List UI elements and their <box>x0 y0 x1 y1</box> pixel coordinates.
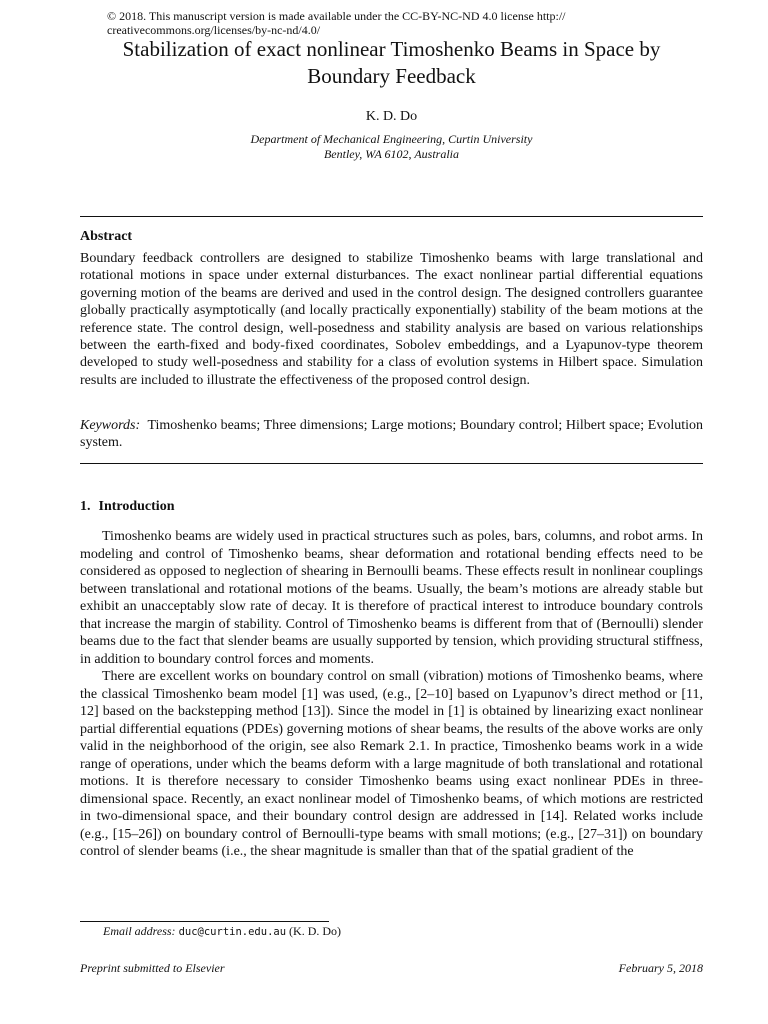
abstract-heading: Abstract <box>80 229 133 244</box>
affiliation <box>80 132 703 162</box>
footnote <box>103 924 341 939</box>
footnote-rule <box>80 921 329 922</box>
affiliation-line-2: Bentley, WA 6102, Australia <box>323 147 460 161</box>
paper-title: Stabilization of exact nonlinear Timoshenko Beams in Space by Boundary Feedback <box>122 37 661 88</box>
intro-paragraph-2: There are excellent works on boundary control on small (vibration) motions of Timoshenko beams, where the classical Timoshenko beam model [1] was used, (e.g., [2–10] based on Lyapunov’s direct method or [11, 12] based on the backstepping method [13]). Since the model in [1] is obtained by linearizing exact nonlinear partial differential equations (PDEs) governing motions of shear beams, the results of the above works are only valid in the neighborhood of the origin, see also Remark 2.1. In practice, Timoshenko beams work in a wide range of operations, under which the beams deform with a large magnitude of both translational and rotational motions. It is therefore necessary to consider Timoshenko beams using exact nonlinear PDEs in three-dimensional space. Recently, an exact nonlinear model of Timoshenko beams, of which motions are restricted in two-dimensional space, and their boundary control design are addressed in [14]. Related works include (e.g., [15–26]) on boundary control of Bernoulli-type beams with small motions; (e.g., [27–31]) on boundary control of slender beams (i.e., the shear magnitude is smaller than that of the spatial gradient of the <box>80 669 703 859</box>
intro-paragraph-1: Timoshenko beams are widely used in practical structures such as poles, bars, columns, and robot arms. In modeling and control of Timoshenko beams, shear deformation and rotational bending effects need to be considered as opposed to neglection of shearing in Bernoulli beams. These effects result in nonlinear couplings between translational and rotational motions of the beams. Usually, the beam’s motions are already stable but exhibit an unacceptably slow rate of decay. It is therefore of practical interest to introduce boundary controls that increase the margin of stability. Control of Timoshenko beams is different from that of (Bernoulli) slender beams due to the fact that slender beams are usually supported by tension, which providing structural stiffness, in addition to boundary control forces and moments. <box>80 529 703 667</box>
section-heading <box>80 498 174 515</box>
introduction-body <box>80 528 703 861</box>
abstract-bottom-rule <box>80 463 703 464</box>
keywords-text: Timoshenko beams; Three dimensions; Large motions; Boundary control; Hilbert space; Evolution system. <box>80 418 704 451</box>
email-link[interactable]: duc@curtin.edu.au <box>178 926 287 938</box>
abstract-top-rule <box>80 216 703 217</box>
keywords-label: Keywords: <box>80 418 141 433</box>
footer-date: February 5, 2018 <box>618 961 703 975</box>
author-name: K. D. Do <box>365 109 418 124</box>
keywords <box>80 417 703 452</box>
section-title: Introduction <box>98 499 175 514</box>
footnote-suffix: (K. D. Do) <box>289 924 342 938</box>
footer-preprint-note: Preprint submitted to Elsevier <box>80 961 225 975</box>
affiliation-line-1: Department of Mechanical Engineering, Curtin University <box>250 132 533 146</box>
abstract-body: Boundary feedback controllers are designed to stabilize Timoshenko beams with large translational and rotational motions in space under external disturbances. The exact nonlinear partial differential equations governing motion of the beams are derived and used in the control design. The designed controllers guarantee globally practically asymptotically (and locally practically exponentially) stability of the beam motions at the reference state. The control design, well-posedness and stability analysis are based on various relationships between the earth-fixed and body-fixed coordinates, Sobolev embeddings, and a Lyapunov-type theorem developed to study well-posedness and stability for a class of evolution systems in Hilbert space. Simulation results are included to illustrate the effectiveness of the proposed control design. <box>80 251 703 388</box>
section-number: 1. <box>80 499 91 514</box>
license-notice: © 2018. This manuscript version is made available under the CC-BY-NC-ND 4.0 license http:// creativecommons.org/licenses/by-nc-nd/4.0/ <box>107 9 566 37</box>
footnote-label: Email address: <box>103 924 176 938</box>
